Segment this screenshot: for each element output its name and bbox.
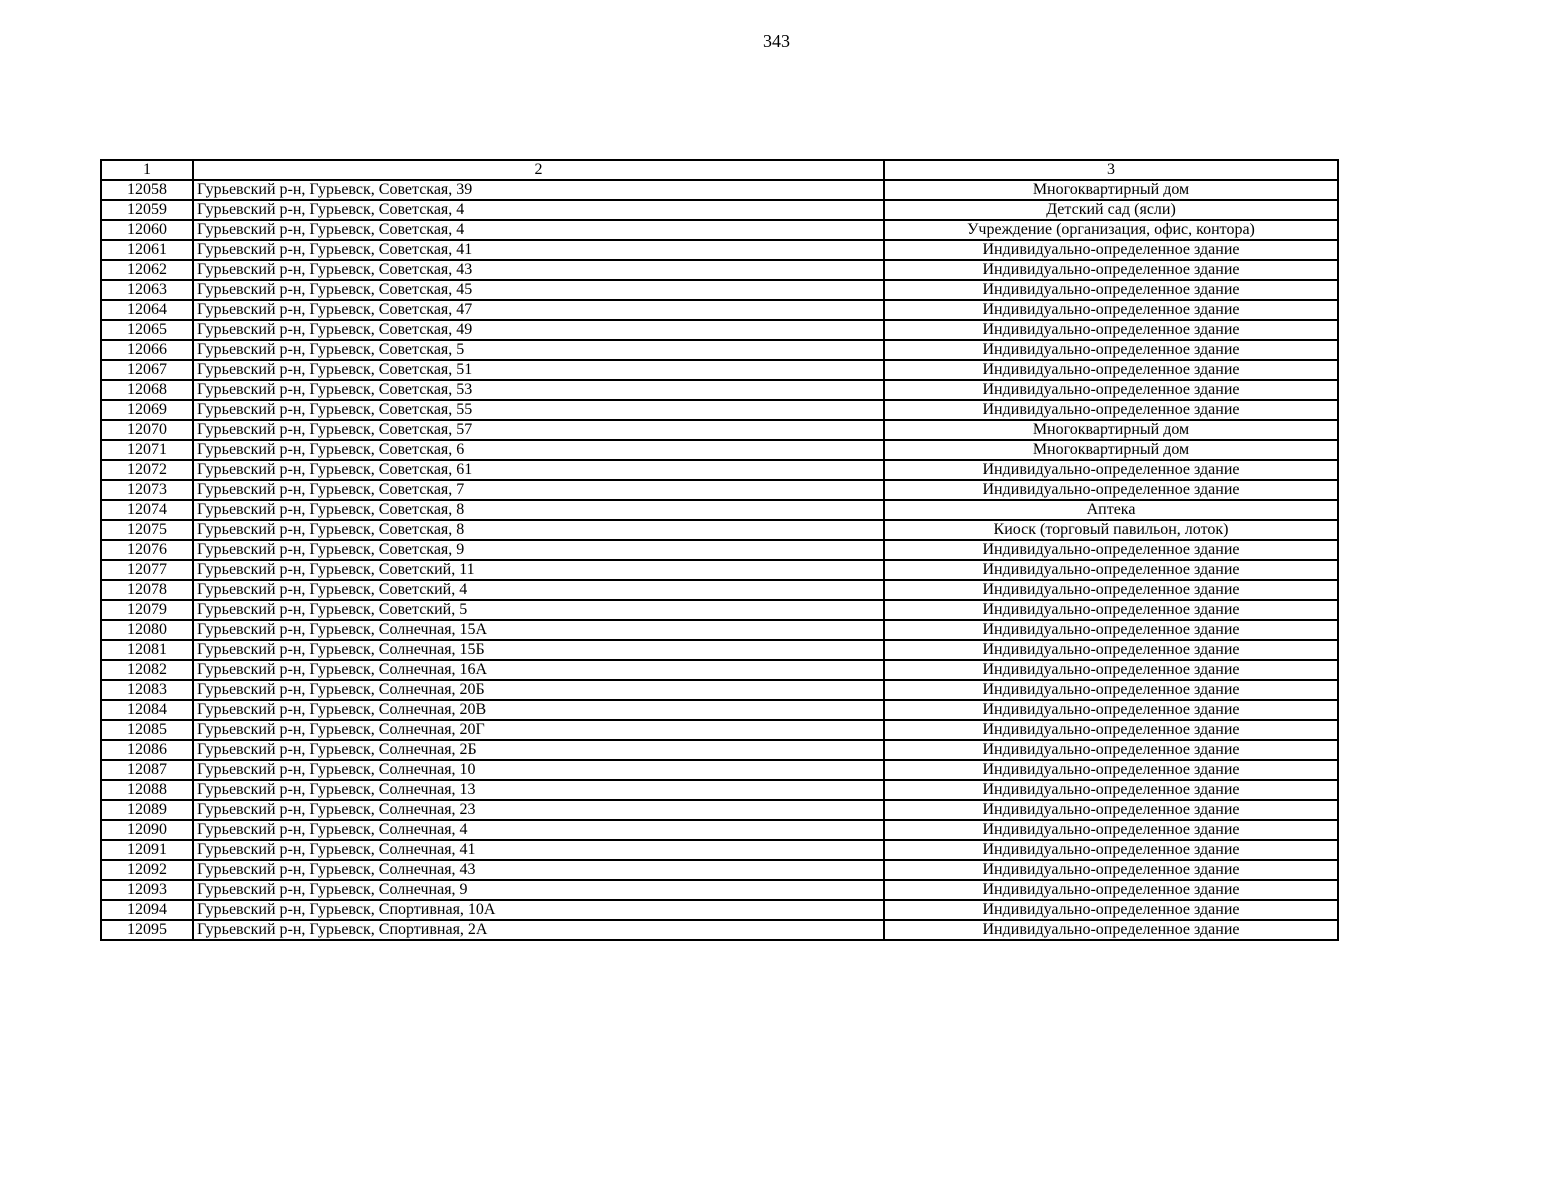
table-row	[101, 860, 1338, 880]
table-row	[101, 480, 1338, 500]
table-row	[101, 420, 1338, 440]
record-number-cell: 12072	[101, 460, 193, 480]
table-row	[101, 400, 1338, 420]
address-cell: Гурьевский р-н, Гурьевск, Солнечная, 4	[193, 820, 884, 840]
table-row	[101, 680, 1338, 700]
building-type-cell: Индивидуально-определенное здание	[884, 860, 1338, 880]
record-number-cell: 12064	[101, 300, 193, 320]
building-type-cell: Индивидуально-определенное здание	[884, 620, 1338, 640]
table-row	[101, 820, 1338, 840]
record-number-cell: 12086	[101, 740, 193, 760]
address-cell: Гурьевский р-н, Гурьевск, Солнечная, 16А	[193, 660, 884, 680]
address-cell: Гурьевский р-н, Гурьевск, Советская, 61	[193, 460, 884, 480]
building-type-cell: Киоск (торговый павильон, лоток)	[884, 520, 1338, 540]
record-number-cell: 12085	[101, 720, 193, 740]
building-type-cell: Индивидуально-определенное здание	[884, 700, 1338, 720]
table-row	[101, 440, 1338, 460]
record-number-cell: 12059	[101, 200, 193, 220]
table-row	[101, 320, 1338, 340]
record-number-cell: 12078	[101, 580, 193, 600]
building-type-cell: Многоквартирный дом	[884, 440, 1338, 460]
table-row	[101, 880, 1338, 900]
building-type-cell: Индивидуально-определенное здание	[884, 360, 1338, 380]
building-type-cell: Индивидуально-определенное здание	[884, 660, 1338, 680]
record-number-cell: 12067	[101, 360, 193, 380]
building-type-cell: Индивидуально-определенное здание	[884, 280, 1338, 300]
building-type-cell: Индивидуально-определенное здание	[884, 240, 1338, 260]
building-type-cell: Многоквартирный дом	[884, 420, 1338, 440]
table-row	[101, 720, 1338, 740]
address-cell: Гурьевский р-н, Гурьевск, Солнечная, 2Б	[193, 740, 884, 760]
table-row	[101, 600, 1338, 620]
building-type-cell: Аптека	[884, 500, 1338, 520]
table-row	[101, 840, 1338, 860]
record-number-cell: 12075	[101, 520, 193, 540]
building-type-cell: Индивидуально-определенное здание	[884, 320, 1338, 340]
record-number-cell: 12090	[101, 820, 193, 840]
table-row	[101, 700, 1338, 720]
building-type-cell: Индивидуально-определенное здание	[884, 560, 1338, 580]
building-type-cell: Индивидуально-определенное здание	[884, 460, 1338, 480]
building-type-cell: Индивидуально-определенное здание	[884, 900, 1338, 920]
record-number-cell: 12062	[101, 260, 193, 280]
table-row	[101, 260, 1338, 280]
address-cell: Гурьевский р-н, Гурьевск, Советская, 49	[193, 320, 884, 340]
address-cell: Гурьевский р-н, Гурьевск, Спортивная, 10А	[193, 900, 884, 920]
address-cell: Гурьевский р-н, Гурьевск, Советская, 4	[193, 220, 884, 240]
record-number-cell: 12060	[101, 220, 193, 240]
address-cell: Гурьевский р-н, Гурьевск, Солнечная, 15А	[193, 620, 884, 640]
table-row	[101, 740, 1338, 760]
table-row	[101, 340, 1338, 360]
building-type-cell: Детский сад (ясли)	[884, 200, 1338, 220]
record-number-cell: 12091	[101, 840, 193, 860]
address-cell: Гурьевский р-н, Гурьевск, Солнечная, 10	[193, 760, 884, 780]
address-cell: Гурьевский р-н, Гурьевск, Советская, 39	[193, 180, 884, 200]
table-row	[101, 240, 1338, 260]
record-number-cell: 12076	[101, 540, 193, 560]
record-number-cell: 12058	[101, 180, 193, 200]
building-type-cell: Индивидуально-определенное здание	[884, 840, 1338, 860]
table-row	[101, 560, 1338, 580]
column-number-2: 2	[193, 160, 884, 180]
record-number-cell: 12069	[101, 400, 193, 420]
address-cell: Гурьевский р-н, Гурьевск, Советская, 43	[193, 260, 884, 280]
address-cell: Гурьевский р-н, Гурьевск, Советская, 9	[193, 540, 884, 560]
building-type-cell: Индивидуально-определенное здание	[884, 880, 1338, 900]
address-cell: Гурьевский р-н, Гурьевск, Советская, 55	[193, 400, 884, 420]
address-cell: Гурьевский р-н, Гурьевск, Солнечная, 43	[193, 860, 884, 880]
building-type-cell: Индивидуально-определенное здание	[884, 820, 1338, 840]
building-type-cell: Индивидуально-определенное здание	[884, 800, 1338, 820]
building-type-cell: Индивидуально-определенное здание	[884, 580, 1338, 600]
table-row	[101, 380, 1338, 400]
record-number-cell: 12080	[101, 620, 193, 640]
address-cell: Гурьевский р-н, Гурьевск, Советский, 11	[193, 560, 884, 580]
record-number-cell: 12089	[101, 800, 193, 820]
record-number-cell: 12094	[101, 900, 193, 920]
record-number-cell: 12065	[101, 320, 193, 340]
building-type-cell: Индивидуально-определенное здание	[884, 540, 1338, 560]
table-row	[101, 580, 1338, 600]
table-row	[101, 620, 1338, 640]
record-number-cell: 12070	[101, 420, 193, 440]
building-type-cell: Индивидуально-определенное здание	[884, 480, 1338, 500]
building-type-cell: Индивидуально-определенное здание	[884, 260, 1338, 280]
building-type-cell: Индивидуально-определенное здание	[884, 640, 1338, 660]
building-type-cell: Индивидуально-определенное здание	[884, 920, 1338, 940]
address-cell: Гурьевский р-н, Гурьевск, Советская, 8	[193, 500, 884, 520]
address-cell: Гурьевский р-н, Гурьевск, Советская, 7	[193, 480, 884, 500]
table-row	[101, 200, 1338, 220]
building-type-cell: Индивидуально-определенное здание	[884, 760, 1338, 780]
address-cell: Гурьевский р-н, Гурьевск, Советский, 4	[193, 580, 884, 600]
table-row	[101, 900, 1338, 920]
address-cell: Гурьевский р-н, Гурьевск, Советская, 57	[193, 420, 884, 440]
record-number-cell: 12084	[101, 700, 193, 720]
record-number-cell: 12081	[101, 640, 193, 660]
table-row	[101, 500, 1338, 520]
registry-table	[100, 159, 1339, 941]
record-number-cell: 12068	[101, 380, 193, 400]
address-cell: Гурьевский р-н, Гурьевск, Советская, 5	[193, 340, 884, 360]
column-number-row	[101, 160, 1338, 180]
building-type-cell: Многоквартирный дом	[884, 180, 1338, 200]
record-number-cell: 12087	[101, 760, 193, 780]
address-cell: Гурьевский р-н, Гурьевск, Советская, 6	[193, 440, 884, 460]
table-row	[101, 520, 1338, 540]
address-cell: Гурьевский р-н, Гурьевск, Советская, 51	[193, 360, 884, 380]
address-cell: Гурьевский р-н, Гурьевск, Советская, 4	[193, 200, 884, 220]
address-cell: Гурьевский р-н, Гурьевск, Советская, 53	[193, 380, 884, 400]
address-cell: Гурьевский р-н, Гурьевск, Советский, 5	[193, 600, 884, 620]
table-row	[101, 920, 1338, 940]
registry-table-body	[101, 160, 1338, 940]
building-type-cell: Индивидуально-определенное здание	[884, 400, 1338, 420]
record-number-cell: 12083	[101, 680, 193, 700]
record-number-cell: 12061	[101, 240, 193, 260]
column-number-3: 3	[884, 160, 1338, 180]
table-row	[101, 220, 1338, 240]
table-row	[101, 360, 1338, 380]
address-cell: Гурьевский р-н, Гурьевск, Спортивная, 2А	[193, 920, 884, 940]
building-type-cell: Индивидуально-определенное здание	[884, 340, 1338, 360]
table-row	[101, 280, 1338, 300]
address-cell: Гурьевский р-н, Гурьевск, Советская, 8	[193, 520, 884, 540]
record-number-cell: 12093	[101, 880, 193, 900]
record-number-cell: 12088	[101, 780, 193, 800]
record-number-cell: 12063	[101, 280, 193, 300]
record-number-cell: 12092	[101, 860, 193, 880]
building-type-cell: Индивидуально-определенное здание	[884, 380, 1338, 400]
address-cell: Гурьевский р-н, Гурьевск, Советская, 47	[193, 300, 884, 320]
table-row	[101, 800, 1338, 820]
address-cell: Гурьевский р-н, Гурьевск, Солнечная, 23	[193, 800, 884, 820]
record-number-cell: 12073	[101, 480, 193, 500]
building-type-cell: Индивидуально-определенное здание	[884, 780, 1338, 800]
table-row	[101, 780, 1338, 800]
record-number-cell: 12095	[101, 920, 193, 940]
table-row	[101, 640, 1338, 660]
building-type-cell: Индивидуально-определенное здание	[884, 720, 1338, 740]
table-row	[101, 180, 1338, 200]
address-cell: Гурьевский р-н, Гурьевск, Советская, 41	[193, 240, 884, 260]
building-type-cell: Индивидуально-определенное здание	[884, 300, 1338, 320]
building-type-cell: Индивидуально-определенное здание	[884, 740, 1338, 760]
building-type-cell: Учреждение (организация, офис, контора)	[884, 220, 1338, 240]
building-type-cell: Индивидуально-определенное здание	[884, 600, 1338, 620]
table-row	[101, 300, 1338, 320]
address-cell: Гурьевский р-н, Гурьевск, Солнечная, 41	[193, 840, 884, 860]
record-number-cell: 12066	[101, 340, 193, 360]
address-cell: Гурьевский р-н, Гурьевск, Солнечная, 15Б	[193, 640, 884, 660]
record-number-cell: 12079	[101, 600, 193, 620]
table-row	[101, 460, 1338, 480]
record-number-cell: 12071	[101, 440, 193, 460]
column-number-1: 1	[101, 160, 193, 180]
building-type-cell: Индивидуально-определенное здание	[884, 680, 1338, 700]
table-row	[101, 760, 1338, 780]
table-row	[101, 660, 1338, 680]
address-cell: Гурьевский р-н, Гурьевск, Солнечная, 20Г	[193, 720, 884, 740]
record-number-cell: 12082	[101, 660, 193, 680]
address-cell: Гурьевский р-н, Гурьевск, Солнечная, 20В	[193, 700, 884, 720]
record-number-cell: 12074	[101, 500, 193, 520]
page-number: 343	[763, 31, 790, 51]
address-cell: Гурьевский р-н, Гурьевск, Солнечная, 13	[193, 780, 884, 800]
address-cell: Гурьевский р-н, Гурьевск, Солнечная, 20Б	[193, 680, 884, 700]
record-number-cell: 12077	[101, 560, 193, 580]
address-cell: Гурьевский р-н, Гурьевск, Солнечная, 9	[193, 880, 884, 900]
table-row	[101, 540, 1338, 560]
address-cell: Гурьевский р-н, Гурьевск, Советская, 45	[193, 280, 884, 300]
